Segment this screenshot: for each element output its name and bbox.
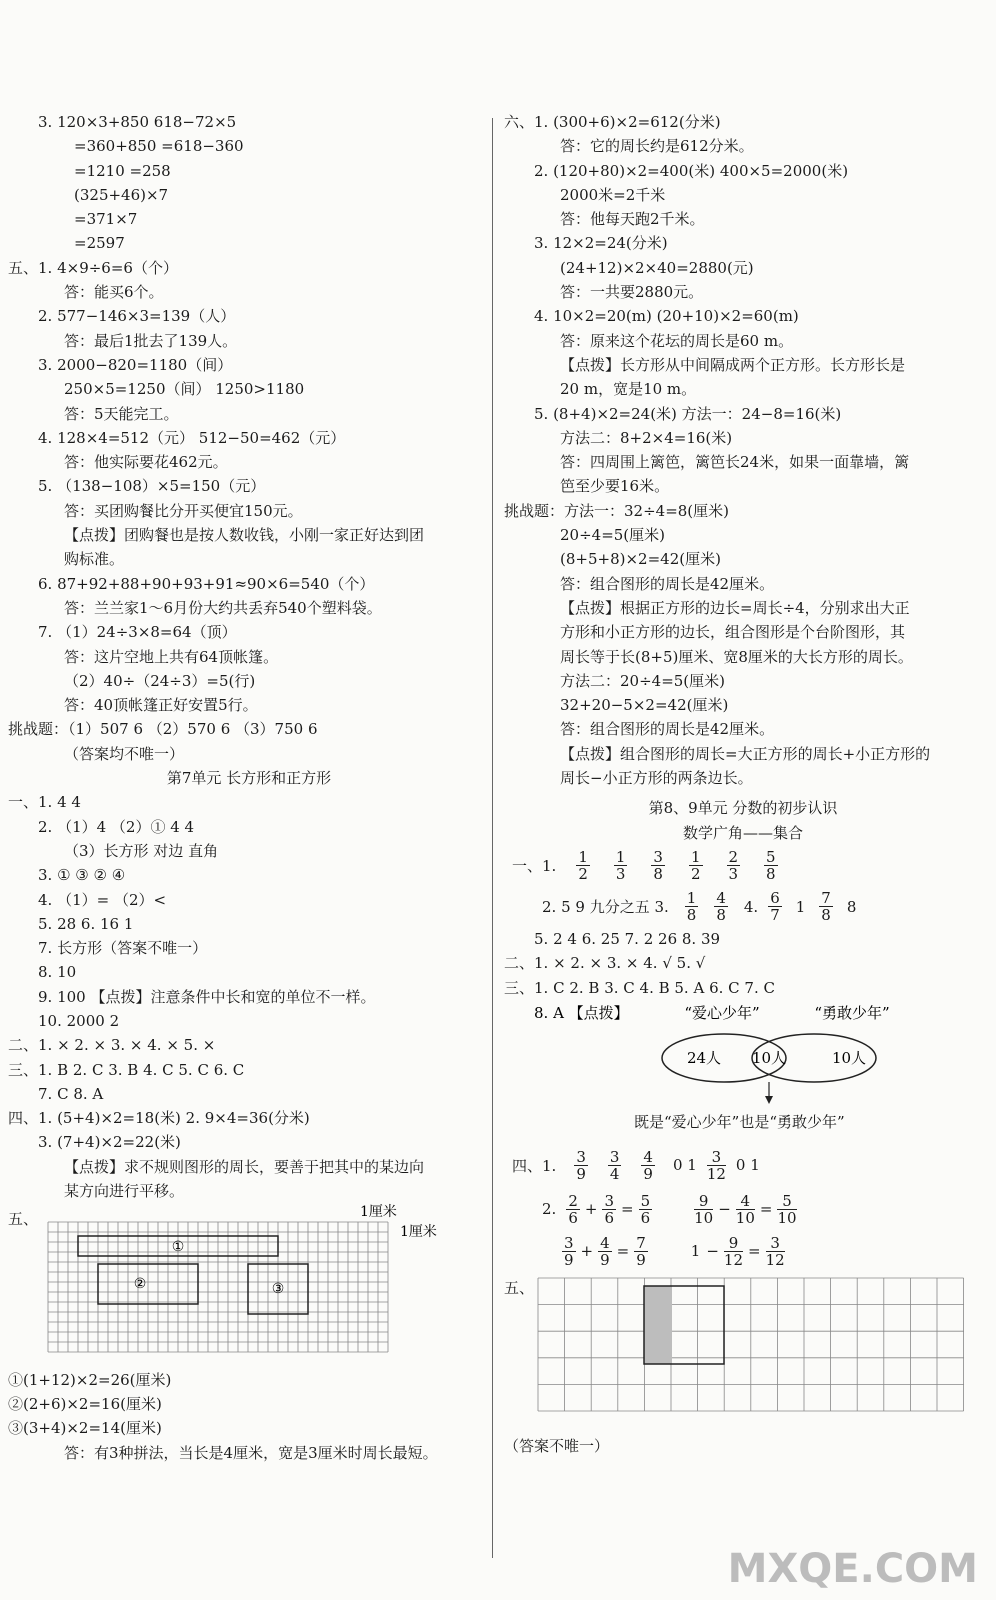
denominator: 8 bbox=[716, 906, 726, 925]
operator: = bbox=[748, 1242, 761, 1261]
numerator: 4 bbox=[643, 1147, 653, 1166]
numerator: 3 bbox=[564, 1233, 574, 1252]
answer-line: 购标准。 bbox=[64, 550, 125, 569]
venn-bottom-label: 既是“爱心少年”也是“勇敢少年” bbox=[634, 1112, 845, 1131]
q4-2-label: 2. bbox=[542, 1200, 557, 1219]
operator: 1 bbox=[690, 1242, 701, 1261]
answer-line: 挑战题：（1）507 6 （2）570 6 （3）750 6 bbox=[8, 720, 318, 739]
denominator: 3 bbox=[728, 865, 739, 884]
answer-line: 答：最后1批去了139人。 bbox=[64, 331, 238, 350]
fraction bbox=[574, 1149, 588, 1182]
answer-line: 方形和小正方形的边长，组合图形是个台阶图形，其 bbox=[560, 623, 906, 642]
fraction bbox=[598, 1235, 612, 1268]
denominator: 8 bbox=[821, 906, 831, 925]
operator: − bbox=[718, 1200, 731, 1219]
fraction bbox=[639, 1193, 653, 1226]
denominator: 6 bbox=[568, 1208, 578, 1227]
answer-line: 7. C 8. A bbox=[38, 1084, 104, 1103]
answer-line: (325+46)×7 bbox=[74, 185, 169, 204]
venn-left-count: 24人 bbox=[686, 1048, 722, 1067]
q4-label: 四、1. bbox=[512, 1156, 557, 1175]
answer-line: 2. （1）4 （2）① 4 4 bbox=[38, 817, 195, 836]
answer-line: 五、1. 4×9÷6=6（个） bbox=[8, 258, 178, 277]
denominator: 8 bbox=[653, 865, 663, 884]
unit-subtitle: 数学广角——集合 bbox=[682, 823, 803, 842]
venn-arrow-head bbox=[765, 1096, 773, 1104]
q4-equations-row2 bbox=[504, 1230, 982, 1272]
fraction bbox=[777, 1193, 796, 1226]
fraction bbox=[641, 1149, 655, 1182]
fraction bbox=[608, 1149, 622, 1182]
answer-line: （3）长方形 对边 直角 bbox=[64, 841, 219, 860]
operator: + bbox=[584, 1200, 598, 1219]
answer-line: (8+5+8)×2=42(厘米) bbox=[560, 550, 721, 569]
answer-line: 一、1. 4 4 bbox=[8, 793, 81, 812]
denominator: 9 bbox=[636, 1250, 646, 1269]
answer-line: 方法二：8+2×4=16(米) bbox=[560, 428, 733, 447]
answer-line: 250×5=1250（间） 1250>1180 bbox=[64, 380, 305, 399]
denominator: 8 bbox=[766, 865, 776, 884]
fraction bbox=[602, 1193, 616, 1226]
answer-line: 答：兰兰家1～6月份大约共丢弃540个塑料袋。 bbox=[64, 598, 382, 617]
fraction bbox=[576, 849, 590, 882]
q5-note: （答案不唯一） bbox=[504, 1437, 610, 1456]
answer-line: 7. （1）24÷3×8=64（顶） bbox=[38, 623, 237, 642]
answer-line: 答：组合图形的周长是42厘米。 bbox=[560, 574, 775, 593]
shape-1-label: ① bbox=[171, 1238, 185, 1255]
numerator: 3 bbox=[707, 1149, 726, 1166]
venn-diagram bbox=[504, 1000, 982, 1110]
answer-line: 2. 577−146×3=139（人） bbox=[38, 307, 236, 326]
numerator: 3 bbox=[766, 1235, 785, 1252]
numerator: 5 bbox=[766, 848, 776, 867]
answer-line: 【点拨】团购餐也是按人数收钱，小刚一家正好达到团 bbox=[64, 526, 425, 545]
answer-line: 挑战题：方法一：32÷4=8(厘米) bbox=[504, 501, 730, 520]
answer-line: 3. (7+4)×2=22(米) bbox=[38, 1133, 181, 1152]
answer-line: 答：一共要2880元。 bbox=[560, 283, 704, 302]
answer-line: 5. (8+4)×2=24(米) 方法一：24−8=16(米) bbox=[534, 404, 842, 423]
numerator: 5 bbox=[640, 1191, 651, 1210]
denominator: 2 bbox=[690, 865, 701, 884]
fraction bbox=[766, 1235, 785, 1268]
right-column bbox=[504, 110, 982, 1459]
denominator: 10 bbox=[735, 1208, 755, 1227]
numerator: 3 bbox=[653, 848, 663, 867]
answer-line: 第7单元 长方形和正方形 bbox=[166, 769, 332, 788]
answer-line: 答：买团购餐比分开买便宜150元。 bbox=[64, 501, 303, 520]
answer-line: ①(1+12)×2=26(厘米) bbox=[8, 1370, 172, 1389]
answer-line: 方法二：20÷4=5(厘米) bbox=[560, 671, 726, 690]
fraction bbox=[566, 1193, 580, 1226]
grid-title: 五、 bbox=[8, 1210, 39, 1229]
numerator: 4 bbox=[716, 889, 726, 908]
answer-line: 2000米=2千米 bbox=[560, 185, 666, 204]
answer-line: 3. 120×3+850 618−72×5 bbox=[38, 113, 237, 131]
answer-line: 4. 10×2=20(m) (20+10)×2=60(m) bbox=[534, 307, 799, 326]
shaded-region bbox=[644, 1286, 672, 1364]
operator: = bbox=[616, 1242, 630, 1261]
answer-line: 9. 100 【点拨】注意条件中长和宽的单位不一样。 bbox=[38, 987, 376, 1006]
denominator: 12 bbox=[706, 1164, 726, 1183]
q1b-text: 8 bbox=[846, 897, 857, 916]
answer-line: 三、1. B 2. C 3. B 4. C 5. C 6. C bbox=[8, 1060, 245, 1079]
answer-line: 2. (120+80)×2=400(米) 400×5=2000(米) bbox=[534, 161, 849, 180]
fraction bbox=[614, 849, 628, 882]
numerator: 1 bbox=[578, 848, 588, 867]
denominator: 10 bbox=[777, 1208, 797, 1227]
fraction bbox=[819, 890, 833, 923]
numerator: 4 bbox=[736, 1193, 755, 1210]
numerator: 9 bbox=[724, 1235, 743, 1252]
q3b-line: 8. A 【点拨】 bbox=[534, 1003, 629, 1022]
numerator: 5 bbox=[777, 1193, 796, 1210]
answer-line: 5. 28 6. 16 1 bbox=[38, 914, 134, 933]
fraction bbox=[634, 1235, 648, 1268]
answer-line: 答：它的周长约是612分米。 bbox=[560, 137, 754, 156]
left-after-lines bbox=[8, 1368, 490, 1465]
q1-part3: 5. 2 4 6. 25 7. 2 26 8. 39 bbox=[534, 929, 721, 948]
venn-middle-count: 10人 bbox=[751, 1048, 787, 1067]
fraction bbox=[685, 890, 699, 923]
venn-right-label: “勇敢少年” bbox=[814, 1003, 890, 1022]
answer-line: 20 m，宽是10 m。 bbox=[560, 380, 697, 399]
denominator: 9 bbox=[564, 1250, 574, 1269]
answer-line: 4. 128×4=512（元） 512−50=462（元） bbox=[38, 428, 346, 447]
answer-line: 答：5天能完工。 bbox=[64, 404, 179, 423]
answer-line: 【点拨】根据正方形的边长=周长÷4，分别求出大正 bbox=[560, 598, 910, 617]
fraction bbox=[651, 849, 665, 882]
q4-equations-row1 bbox=[504, 1188, 982, 1230]
q1-label: 一、1. bbox=[512, 857, 557, 876]
answer-line: 六、1. (300+6)×2=612(分米) bbox=[504, 113, 721, 131]
q1-part2 bbox=[504, 887, 982, 927]
q1b-text: 4. bbox=[743, 897, 759, 916]
q1-fractions bbox=[504, 845, 982, 887]
fraction bbox=[562, 1235, 576, 1268]
answer-line: =2597 bbox=[74, 234, 125, 253]
answer-line: 【点拨】求不规则图形的周长，要善于把其中的某边向 bbox=[64, 1157, 425, 1176]
answer-line: 二、1. × 2. × 3. × 4. × 5. × bbox=[8, 1036, 216, 1055]
answer-line: 答：他每天跑2千米。 bbox=[560, 210, 705, 229]
fraction bbox=[727, 849, 741, 882]
left-answer-lines bbox=[8, 110, 490, 1203]
numerator: 2 bbox=[568, 1191, 578, 1210]
answer-line: =371×7 bbox=[74, 210, 138, 229]
answer-line: 【点拨】长方形从中间隔成两个正方形。长方形长是 bbox=[560, 355, 906, 374]
answer-line: 20÷4=5(厘米) bbox=[560, 526, 666, 545]
answer-line: 8. 10 bbox=[38, 963, 77, 982]
denominator: 9 bbox=[643, 1164, 653, 1183]
answer-line: （2）40÷（24÷3）=5(行) bbox=[64, 671, 256, 690]
venn-left-label: “爱心少年” bbox=[684, 1003, 760, 1022]
answer-line: 5. （138−108）×5=150（元） bbox=[38, 477, 266, 496]
answer-line: 某方向进行平移。 bbox=[64, 1182, 185, 1201]
fraction bbox=[764, 849, 778, 882]
q4-text: 0 1 bbox=[735, 1156, 760, 1175]
q5-label: 五、 bbox=[504, 1279, 535, 1298]
q1b-text: 1 bbox=[795, 897, 806, 916]
fraction bbox=[714, 890, 728, 923]
numerator: 7 bbox=[821, 889, 831, 908]
fraction bbox=[736, 1193, 755, 1226]
unit-label-vertical: 1厘米 bbox=[400, 1223, 437, 1240]
answer-line: =1210 =258 bbox=[74, 161, 171, 180]
unit-title: 第8、9单元 分数的初步认识 bbox=[648, 799, 838, 818]
numerator: 4 bbox=[600, 1233, 610, 1252]
numerator: 1 bbox=[690, 848, 701, 867]
answer-line: =360+850 =618−360 bbox=[74, 137, 244, 156]
numerator: 7 bbox=[636, 1233, 646, 1252]
answer-line: 答：他实际要花462元。 bbox=[64, 453, 228, 472]
numerator: 1 bbox=[615, 848, 626, 867]
shape-3-label: ③ bbox=[271, 1280, 285, 1297]
operator: − bbox=[706, 1242, 719, 1261]
denominator: 2 bbox=[578, 865, 588, 884]
numerator: 6 bbox=[770, 889, 780, 908]
fraction bbox=[694, 1193, 713, 1226]
fraction-grid bbox=[538, 1278, 978, 1428]
numerator: 3 bbox=[576, 1147, 586, 1166]
answer-line: 答：有3种拼法，当长是4厘米，宽是3厘米时周长最短。 bbox=[64, 1443, 438, 1462]
denominator: 8 bbox=[686, 906, 697, 925]
q3-line: 三、1. C 2. B 3. C 4. B 5. A 6. C 7. C bbox=[504, 978, 775, 997]
numerator: 2 bbox=[728, 848, 739, 867]
answer-line: 周长−小正方形的两条边长。 bbox=[560, 769, 753, 788]
denominator: 12 bbox=[765, 1250, 785, 1269]
answer-line: 7. 长方形（答案不唯一） bbox=[38, 939, 208, 958]
operator: = bbox=[620, 1200, 634, 1219]
answer-line: 4. （1）= （2）< bbox=[38, 890, 167, 909]
q4-text: 0 1 bbox=[672, 1156, 697, 1175]
answer-line: 答：这片空地上共有64顶帐篷。 bbox=[64, 647, 279, 666]
fraction bbox=[724, 1235, 743, 1268]
q2-line: 二、1. × 2. × 3. × 4. √ 5. √ bbox=[504, 954, 706, 973]
denominator: 6 bbox=[604, 1208, 614, 1227]
numerator: 3 bbox=[609, 1147, 620, 1166]
perimeter-grid bbox=[38, 1203, 498, 1358]
unit-label-horizontal: 1厘米 bbox=[360, 1203, 397, 1220]
denominator: 12 bbox=[723, 1250, 744, 1269]
right-answer-lines bbox=[504, 110, 982, 790]
answer-line: 答：四周围上篱笆，篱笆长24米，如果一面靠墙，篱 bbox=[560, 453, 910, 472]
q4-fractions bbox=[504, 1142, 982, 1188]
denominator: 9 bbox=[600, 1250, 610, 1269]
answer-line: 3. 2000−820=1180（间） bbox=[38, 355, 233, 374]
fraction bbox=[707, 1149, 726, 1182]
answer-line: ②(2+6)×2=16(厘米) bbox=[8, 1394, 162, 1413]
answer-line: 四、1. (5+4)×2=18(米) 2. 9×4=36(分米) bbox=[8, 1109, 310, 1128]
answer-line: 笆至少要16米。 bbox=[560, 477, 670, 496]
numerator: 3 bbox=[604, 1191, 614, 1210]
answer-line: 6. 87+92+88+90+93+91≈90×6=540（个） bbox=[38, 574, 375, 593]
left-column bbox=[8, 110, 490, 1465]
answer-line: 答：原来这个花坛的周长是60 m。 bbox=[560, 331, 794, 350]
answer-line: 答：40顶帐篷正好安置5行。 bbox=[64, 696, 258, 715]
denominator: 3 bbox=[615, 865, 626, 884]
numerator: 1 bbox=[686, 889, 697, 908]
answer-line: ③(3+4)×2=14(厘米) bbox=[8, 1419, 162, 1438]
answer-line: 周长等于长(8+5)厘米、宽8厘米的大长方形的周长。 bbox=[560, 647, 913, 666]
answer-line: 答：组合图形的周长是42厘米。 bbox=[560, 720, 775, 739]
venn-right-count: 10人 bbox=[831, 1048, 867, 1067]
answer-line: 【点拨】组合图形的周长=大正方形的周长+小正方形的 bbox=[560, 744, 931, 763]
operator: = bbox=[759, 1200, 773, 1219]
watermark-logo: MXQE.COM bbox=[727, 1546, 978, 1592]
denominator: 4 bbox=[609, 1164, 620, 1183]
answer-line: 答：能买6个。 bbox=[64, 283, 164, 302]
q1b-text: 2. 5 9 九分之五 3. bbox=[542, 898, 669, 917]
fraction bbox=[689, 849, 703, 882]
operator: + bbox=[580, 1242, 594, 1261]
denominator: 6 bbox=[640, 1208, 651, 1227]
fraction bbox=[768, 890, 782, 923]
shape-2-label: ② bbox=[133, 1275, 147, 1292]
answer-line: 3. ① ③ ② ④ bbox=[38, 866, 126, 885]
denominator: 9 bbox=[576, 1164, 586, 1183]
answer-line: 10. 2000 2 bbox=[38, 1011, 120, 1030]
answer-line: 3. 12×2=24(分米) bbox=[534, 234, 668, 253]
answer-line: （答案均不唯一） bbox=[64, 744, 185, 763]
numerator: 9 bbox=[694, 1193, 713, 1210]
answer-line: (24+12)×2×40=2880(元) bbox=[560, 258, 754, 277]
denominator: 7 bbox=[770, 906, 780, 925]
answer-line: 32+20−5×2=42(厘米) bbox=[560, 696, 729, 715]
denominator: 10 bbox=[694, 1208, 714, 1227]
